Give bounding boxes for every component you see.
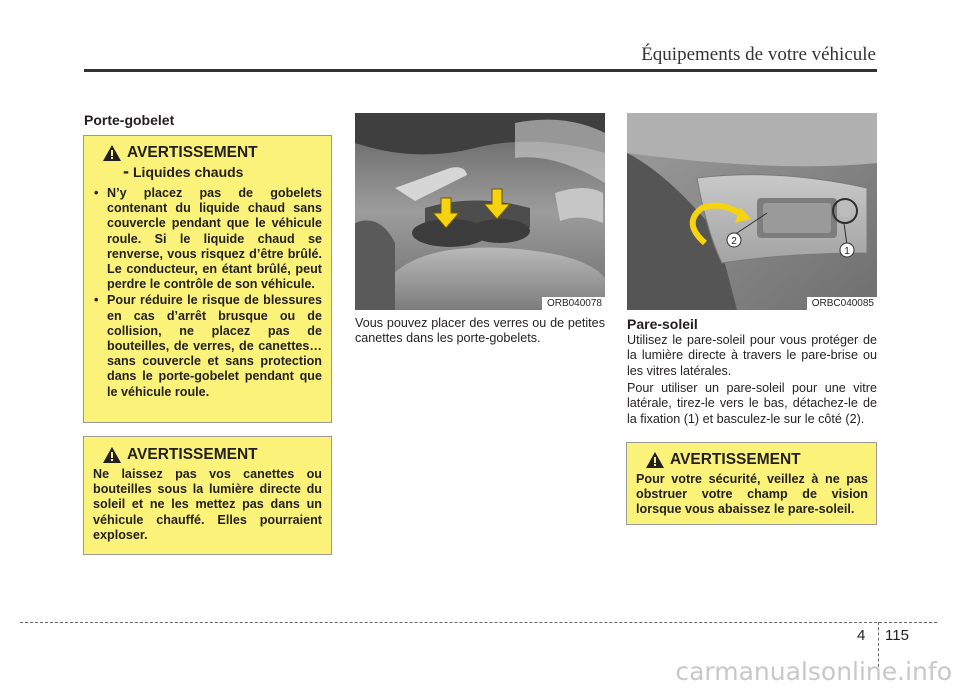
warning-heading: AVERTISSEMENT <box>127 446 258 463</box>
callout-2-label: 2 <box>731 236 737 247</box>
warning-heading: AVERTISSEMENT <box>670 451 801 468</box>
warning-header <box>636 451 868 469</box>
cupholder-photo <box>355 113 605 310</box>
photo-code: ORB040078 <box>542 297 605 310</box>
warning-item: • Pour réduire le risque de blessures en cas d’arrêt brusque ou de collision, ne placez pas de bouteilles, de verres, de canettes…sans couvercle et sans protection dans le porte-gobelet pendant que le véhicule roule. <box>93 293 322 399</box>
page-header-title: Équipements de votre véhicule <box>641 44 876 65</box>
warning-triangle-icon <box>646 452 664 468</box>
sunvisor-illustration <box>627 113 877 310</box>
warning-box-visor <box>626 442 877 525</box>
warning-header <box>93 144 322 162</box>
warning-subheading: - Liquides chauds <box>123 161 244 181</box>
watermark: carmanualsonline.info <box>675 657 952 686</box>
header-rule <box>84 69 877 72</box>
warning-heading: AVERTISSEMENT <box>127 144 258 161</box>
footer-rule <box>20 622 937 623</box>
warning-text: Ne laissez pas vos canettes ou bouteilles sous la lumière directe du soleil et ne les mettez pas dans un véhicule chauffé. Elles pourraient exploser. <box>93 467 322 542</box>
section-title: Porte-gobelet <box>84 112 175 128</box>
warning-item: • N’y placez pas de gobelets contenant du liquide chaud sans couvercle pendant que le véhicule roule. Si le liquide chaud se renverse, vous risquez d’être brûlé. Le conducteur, en étant brûlé, peut perdre le contrôle de son véhicule. <box>93 186 322 292</box>
sunvisor-paragraph-1: Utilisez le pare-soleil pour vous protéger de la lumière directe à travers le pare-brise ou les vitres latérales. <box>627 333 877 378</box>
chapter-number: 4 <box>857 627 866 644</box>
photo-code: ORBC040085 <box>807 297 877 310</box>
callout-1-label: 1 <box>844 246 850 257</box>
warning-triangle-icon <box>103 447 121 463</box>
cupholder-description: Vous pouvez placer des verres ou de petites canettes dans les porte-gobelets. <box>355 316 605 346</box>
cupholder-illustration <box>355 113 605 310</box>
warning-text: Pour votre sécurité, veillez à ne pas obstruer votre champ de vision lorsque vous abaissez le pare-soleil. <box>636 472 868 517</box>
warning-header <box>93 446 322 464</box>
warning-box-cans <box>83 436 332 555</box>
page-number: 115 <box>885 627 909 644</box>
warning-list <box>93 186 322 400</box>
warning-box-hot-liquids <box>83 135 332 423</box>
sunvisor-paragraph-2: Pour utiliser un pare-soleil pour une vitre latérale, tirez-le vers le bas, détachez-le de la fixation (1) et basculez-le sur le côté (2). <box>627 381 877 426</box>
warning-triangle-icon <box>103 145 121 161</box>
sunvisor-title: Pare-soleil <box>627 316 698 332</box>
sunvisor-photo <box>627 113 877 310</box>
